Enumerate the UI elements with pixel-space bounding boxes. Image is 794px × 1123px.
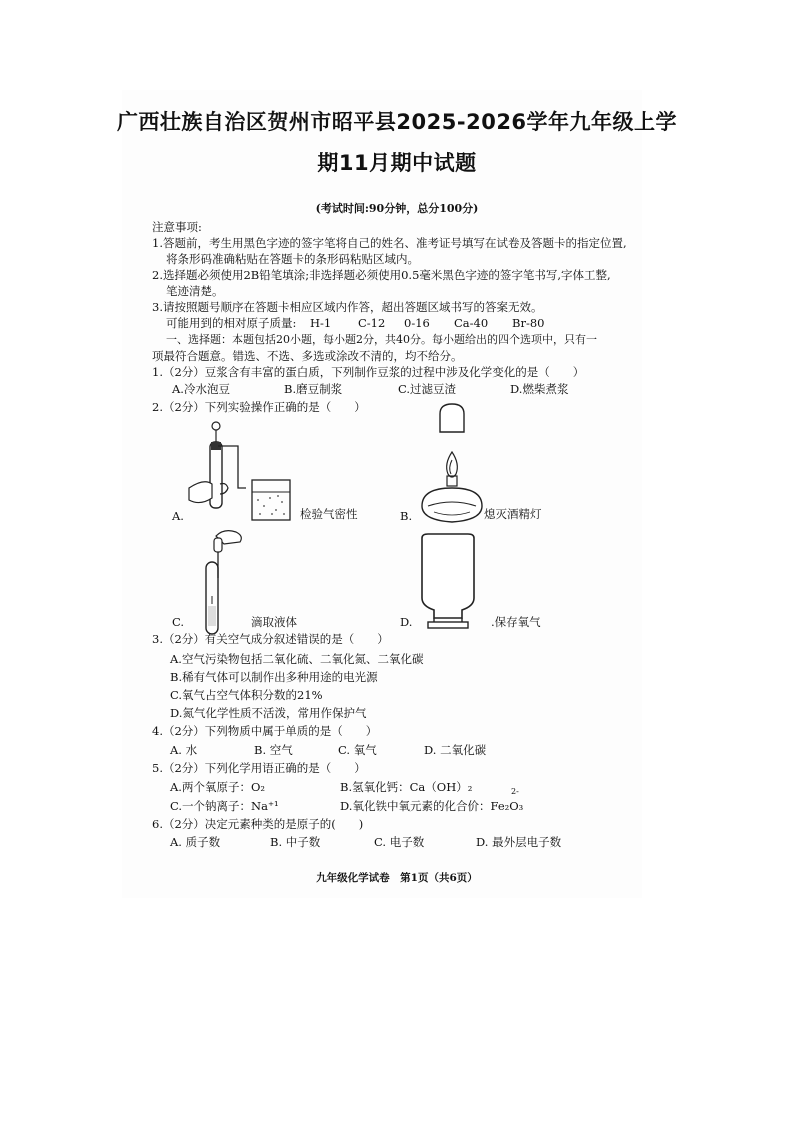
q2-option-c-letter: C. bbox=[172, 615, 185, 629]
atomic-mass-label: 可能用到的相对原子质量: bbox=[166, 316, 297, 330]
note-1-continued: 将条形码准确粘贴在答题卡的条形码粘贴区域内。 bbox=[166, 252, 419, 266]
q3-option-b: B.稀有气体可以制作出多种用途的电光源 bbox=[170, 670, 378, 684]
q2-stem: 2.（2分）下列实验操作正确的是（ ） bbox=[152, 400, 366, 414]
q2-option-a-letter: A. bbox=[172, 509, 184, 523]
q5-option-c: C.一个钠离子：Na⁺¹ bbox=[170, 799, 279, 813]
gas-jar-figure bbox=[416, 532, 480, 634]
q1-stem: 1.（2分）豆浆含有丰富的蛋白质，下列制作豆浆的过程中涉及化学变化的是（ ） bbox=[152, 365, 585, 379]
q2-option-b-caption: 熄灭酒精灯 bbox=[484, 507, 542, 521]
q5-option-d: D.氧化铁中氧元素的化合价：Fe₂O₃ bbox=[340, 799, 524, 813]
q2-option-d-caption: .保存氧气 bbox=[491, 615, 541, 629]
q6-stem: 6.（2分）决定元素种类的是原子的( ) bbox=[152, 817, 364, 831]
q2-option-a-caption: 检验气密性 bbox=[300, 507, 358, 521]
q6-option-a: A. 质子数 bbox=[170, 835, 221, 849]
q6-option-d: D. 最外层电子数 bbox=[476, 835, 562, 849]
atomic-mass-o: 0-16 bbox=[404, 316, 430, 330]
q4-option-d: D. 二氧化碳 bbox=[424, 743, 487, 757]
section-heading: 一、选择题：本题包括20小题，每小题2分，共40分。每小题给出的四个选项中，只有一 bbox=[166, 333, 597, 346]
q1-option-d: D.燃柴煮浆 bbox=[510, 382, 569, 396]
q1-option-c: C.过滤豆渣 bbox=[398, 382, 457, 396]
q4-stem: 4.（2分）下列物质中属于单质的是（ ） bbox=[152, 724, 378, 738]
q6-option-b: B. 中子数 bbox=[270, 835, 321, 849]
q4-option-c: C. 氧气 bbox=[338, 743, 377, 757]
note-3: 3.请按照题号顺序在答题卡相应区域内作答，超出答题区域书写的答案无效。 bbox=[152, 300, 543, 314]
atomic-mass-h: H-1 bbox=[310, 316, 332, 330]
q3-option-d: D.氮气化学性质不活泼，常用作保护气 bbox=[170, 706, 367, 720]
q5-option-a: A.两个氧原子：O₂ bbox=[170, 780, 265, 794]
q5-option-b: B.氢氧化钙：Ca（OH）₂ bbox=[340, 780, 473, 794]
q6-option-c: C. 电子数 bbox=[374, 835, 425, 849]
q4-option-a: A. 水 bbox=[170, 743, 198, 757]
q2-option-c-caption: 滴取液体 bbox=[251, 615, 297, 629]
page-footer: 九年级化学试卷 第1页（共6页） bbox=[316, 872, 478, 884]
airtightness-test-figure bbox=[186, 418, 296, 524]
q3-option-c: C.氧气占空气体积分数的21% bbox=[170, 688, 323, 702]
page-title-continued: 期11月期中试题 bbox=[317, 151, 477, 175]
atomic-mass-br: Br-80 bbox=[512, 316, 545, 330]
page-title: 广西壮族自治区贺州市昭平县2025-2026学年九年级上学 bbox=[116, 110, 678, 134]
note-2-continued: 笔迹清楚。 bbox=[166, 284, 224, 298]
dropper-figure bbox=[196, 526, 250, 640]
q5-charge-label: 2- bbox=[511, 787, 519, 796]
q5-stem: 5.（2分）下列化学用语正确的是（ ） bbox=[152, 761, 366, 775]
alcohol-lamp-figure bbox=[414, 402, 484, 526]
q1-option-b: B.磨豆制浆 bbox=[284, 382, 343, 396]
exam-info: (考试时间:90分钟，总分100分) bbox=[315, 202, 479, 215]
q4-option-b: B. 空气 bbox=[254, 743, 293, 757]
q2-option-b-letter: B. bbox=[400, 509, 413, 523]
q1-option-a: A.冷水泡豆 bbox=[172, 382, 230, 396]
notes-header: 注意事项: bbox=[152, 220, 202, 234]
atomic-mass-ca: Ca-40 bbox=[454, 316, 489, 330]
q2-option-d-letter: D. bbox=[400, 615, 413, 629]
q3-stem: 3.（2分）有关空气成分叙述错误的是（ ） bbox=[152, 632, 389, 646]
note-2: 2.选择题必须使用2B铅笔填涂;非选择题必须使用0.5毫米黑色字迹的签字笔书写,字体工整, bbox=[152, 268, 611, 282]
q3-option-a: A.空气污染物包括二氧化硫、二氧化氮、二氧化碳 bbox=[170, 652, 424, 666]
atomic-mass-c: C-12 bbox=[358, 316, 386, 330]
note-1: 1.答题前，考生用黑色字迹的签字笔将自己的姓名、准考证号填写在试卷及答题卡的指定位置, bbox=[152, 236, 627, 250]
section-heading-continued: 项最符合题意。错选、不选、多选或涂改不清的，均不给分。 bbox=[152, 349, 463, 363]
